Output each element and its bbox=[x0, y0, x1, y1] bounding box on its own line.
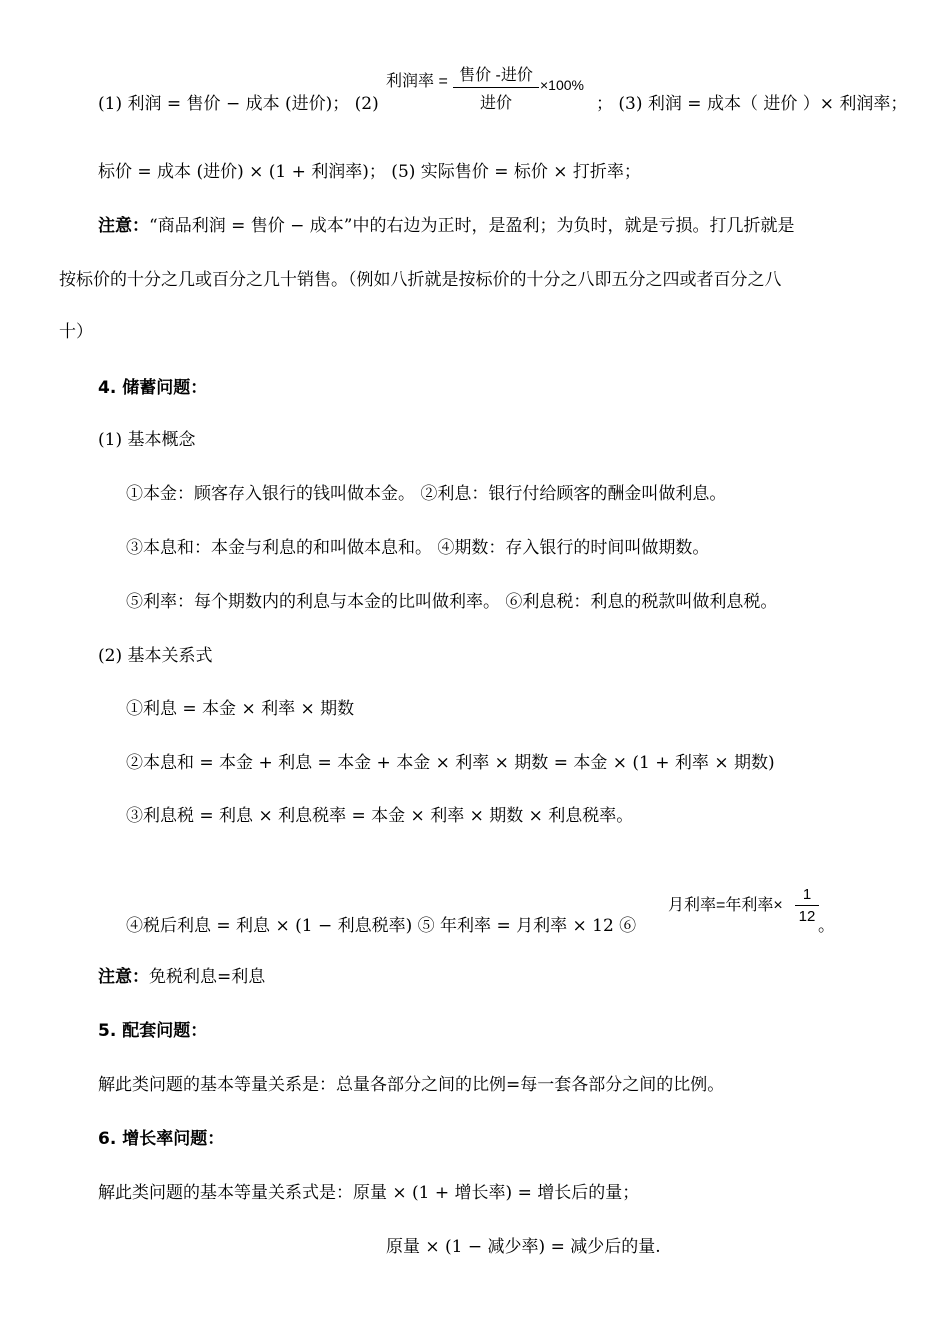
note-1-line-2: 按标价的十分之几或百分之几十销售。（例如八折就是按标价的十分之八即五分之四或者百分之八 bbox=[59, 270, 782, 290]
note-1-text-1: “商品利润 = 售价 − 成本”中的右边为正时，是盈利；为负时，就是亏损。打几折就是 bbox=[149, 216, 795, 236]
monthly-rate-denominator: 12 bbox=[798, 908, 816, 925]
section-6-heading: 6. 增长率问题： bbox=[98, 1129, 225, 1149]
note-1-line-3: 十） bbox=[59, 322, 93, 342]
note-1-label: 注意： bbox=[98, 216, 149, 236]
relation-line-3: ③利息税 = 利息 × 利息税率 = 本金 × 利率 × 期数 × 利息税率。 bbox=[126, 806, 634, 826]
section-4-heading: 4. 储蓄问题： bbox=[98, 378, 208, 398]
monthly-rate-numerator: 1 bbox=[795, 886, 819, 906]
note-1-line-1 bbox=[98, 218, 794, 235]
concept-line-2: ③本息和：本金与利息的和叫做本息和。 ④期数：存入银行的时间叫做期数。 bbox=[126, 538, 710, 558]
formula-line-2: 标价 = 成本 (进价) × (1 + 利润率)； (5) 实际售价 = 标价 × 打折率； bbox=[98, 162, 641, 182]
note-2-label: 注意： bbox=[98, 967, 149, 987]
section-6-text-1: 解此类问题的基本等量关系式是：原量 × (1 + 增长率) = 增长后的量； bbox=[98, 1183, 640, 1203]
concept-line-1: ①本金：顾客存入银行的钱叫做本金。 ②利息：银行付给顾客的酬金叫做利息。 bbox=[126, 484, 727, 504]
section-6-text-2: 原量 × (1 − 减少率) = 减少后的量. bbox=[386, 1237, 661, 1257]
formula-line-1-part-a: (1) 利润 = 售价 − 成本 (进价)； (2) bbox=[98, 94, 379, 114]
section-5-text: 解此类问题的基本等量关系是：总量各部分之间的比例=每一套各部分之间的比例。 bbox=[98, 1075, 725, 1095]
profit-rate-numerator: 售价 -进价 bbox=[453, 62, 539, 88]
profit-rate-fraction bbox=[453, 62, 539, 113]
relation-line-2: ②本息和 = 本金 + 利息 = 本金 + 本金 × 利率 × 期数 = 本金 × (1 + 利率 × 期数) bbox=[126, 753, 775, 773]
monthly-rate-label: 月利率=年利率× bbox=[668, 897, 783, 914]
formula-line-1-part-b: ； (3) 利润 = 成本（ 进价 ）× 利润率； bbox=[596, 94, 908, 114]
note-2-line bbox=[98, 969, 265, 986]
concept-line-3: ⑤利率：每个期数内的利息与本金的比叫做利率。 ⑥利息税：利息的税款叫做利息税。 bbox=[126, 592, 778, 612]
relation-line-4: ④税后利息 = 利息 × (1 − 利息税率) ⑤ 年利率 = 月利率 × 12 ⑥ bbox=[126, 916, 637, 936]
profit-rate-label: 利润率 = bbox=[386, 73, 448, 90]
note-2-text: 免税利息=利息 bbox=[149, 967, 266, 987]
relation-line-1: ①利息 = 本金 × 利率 × 期数 bbox=[126, 699, 355, 719]
monthly-rate-fraction bbox=[795, 886, 819, 925]
section-4-subheading-concepts: (1) 基本概念 bbox=[98, 430, 196, 450]
monthly-rate-end: 。 bbox=[818, 916, 835, 936]
section-4-subheading-relations: (2) 基本关系式 bbox=[98, 646, 213, 666]
profit-rate-percent: ×100% bbox=[540, 77, 584, 93]
section-5-heading: 5. 配套问题： bbox=[98, 1021, 208, 1041]
profit-rate-denominator: 进价 bbox=[479, 95, 512, 112]
